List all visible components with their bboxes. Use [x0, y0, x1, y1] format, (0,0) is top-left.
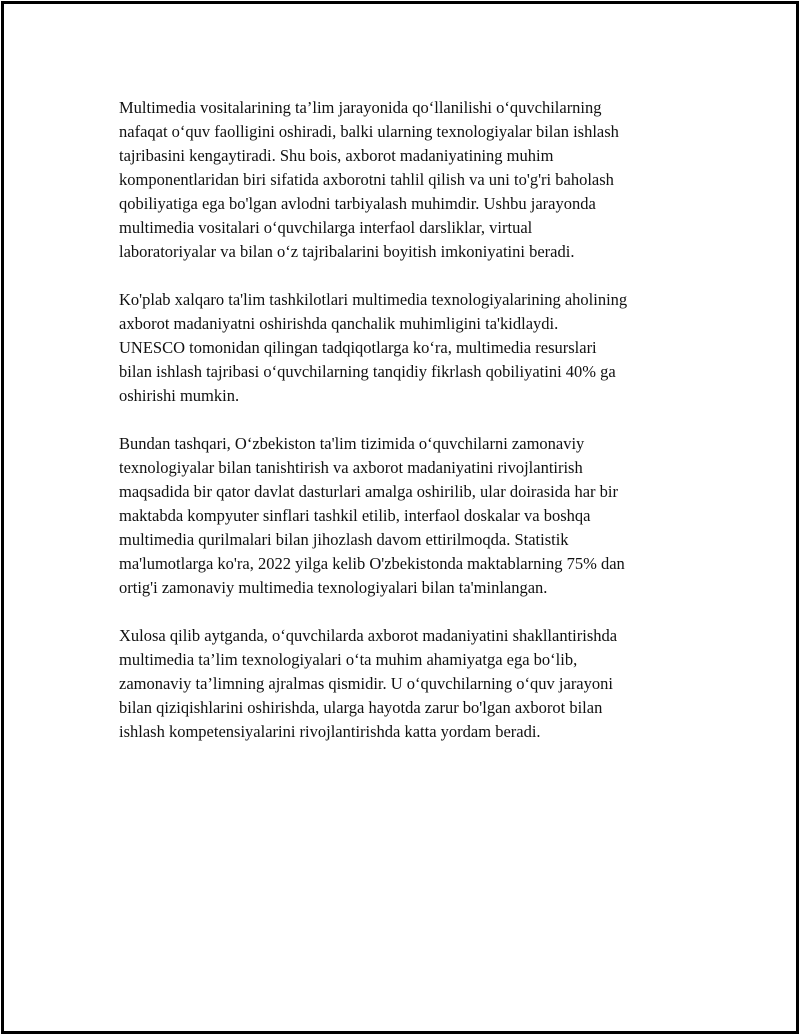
- text-line: maktabda kompyuter sinflari tashkil etilib, interfaol doskalar va boshqa: [119, 506, 591, 525]
- text-line: ma'lumotlarga ko'ra, 2022 yilga kelib O'zbekistonda maktablarning 75% dan: [119, 554, 625, 573]
- text-line: multimedia ta’lim texnologiyalari o‘ta muhim ahamiyatga ega bo‘lib,: [119, 650, 578, 669]
- text-line: ortig'i zamonaviy multimedia texnologiyalari bilan ta'minlangan.: [119, 578, 548, 597]
- text-line: multimedia qurilmalari bilan jihozlash davom ettirilmoqda. Statistik: [119, 530, 569, 549]
- document-body: [119, 96, 699, 768]
- text-line: tajribasini kengaytiradi. Shu bois, axborot madaniyatining muhim: [119, 146, 554, 165]
- text-line: oshirishi mumkin.: [119, 386, 240, 405]
- text-line: nafaqat o‘quv faolligini oshiradi, balki ularning texnologiyalar bilan ishlash: [119, 122, 619, 141]
- text-line: Ko'plab xalqaro ta'lim tashkilotlari multimedia texnologiyalarining aholining: [119, 290, 628, 309]
- text-line: zamonaviy ta’limning ajralmas qismidir. U o‘quvchilarning o‘quv jarayoni: [119, 674, 613, 693]
- text-line: texnologiyalar bilan tanishtirish va axborot madaniyatini rivojlantirish: [119, 458, 583, 477]
- text-line: maqsadida bir qator davlat dasturlari amalga oshirilib, ular doirasida har bir: [119, 482, 618, 501]
- text-line: laboratoriyalar va bilan o‘z tajribalarini boyitish imkoniyatini beradi.: [119, 242, 575, 261]
- text-line: Multimedia vositalarining ta’lim jarayonida qo‘llanilishi o‘quvchilarning: [119, 98, 602, 117]
- text-line: bilan ishlash tajribasi o‘quvchilarning tanqidiy fikrlash qobiliyatini 40% ga: [119, 362, 616, 381]
- text-line: ishlash kompetensiyalarini rivojlantirishda katta yordam beradi.: [119, 722, 541, 741]
- text-line: UNESCO tomonidan qilingan tadqiqotlarga ko‘ra, multimedia resurslari: [119, 338, 597, 357]
- paragraph-2: [119, 288, 699, 408]
- text-line: Bundan tashqari, O‘zbekiston ta'lim tizimida o‘quvchilarni zamonaviy: [119, 434, 585, 453]
- text-line: qobiliyatiga ega bo'lgan avlodni tarbiyalash muhimdir. Ushbu jarayonda: [119, 194, 596, 213]
- document-page: [1, 1, 799, 1034]
- paragraph-1: [119, 96, 699, 264]
- paragraph-3: [119, 432, 699, 600]
- text-line: bilan qiziqishlarini oshirishda, ularga hayotda zarur bo'lgan axborot bilan: [119, 698, 603, 717]
- text-line: komponentlaridan biri sifatida axborotni tahlil qilish va uni to'g'ri baholash: [119, 170, 614, 189]
- text-line: axborot madaniyatni oshirishda qanchalik muhimligini ta'kidlaydi.: [119, 314, 559, 333]
- text-line: multimedia vositalari o‘quvchilarga interfaol darsliklar, virtual: [119, 218, 533, 237]
- text-line: Xulosa qilib aytganda, o‘quvchilarda axborot madaniyatini shakllantirishda: [119, 626, 618, 645]
- paragraph-4: [119, 624, 699, 744]
